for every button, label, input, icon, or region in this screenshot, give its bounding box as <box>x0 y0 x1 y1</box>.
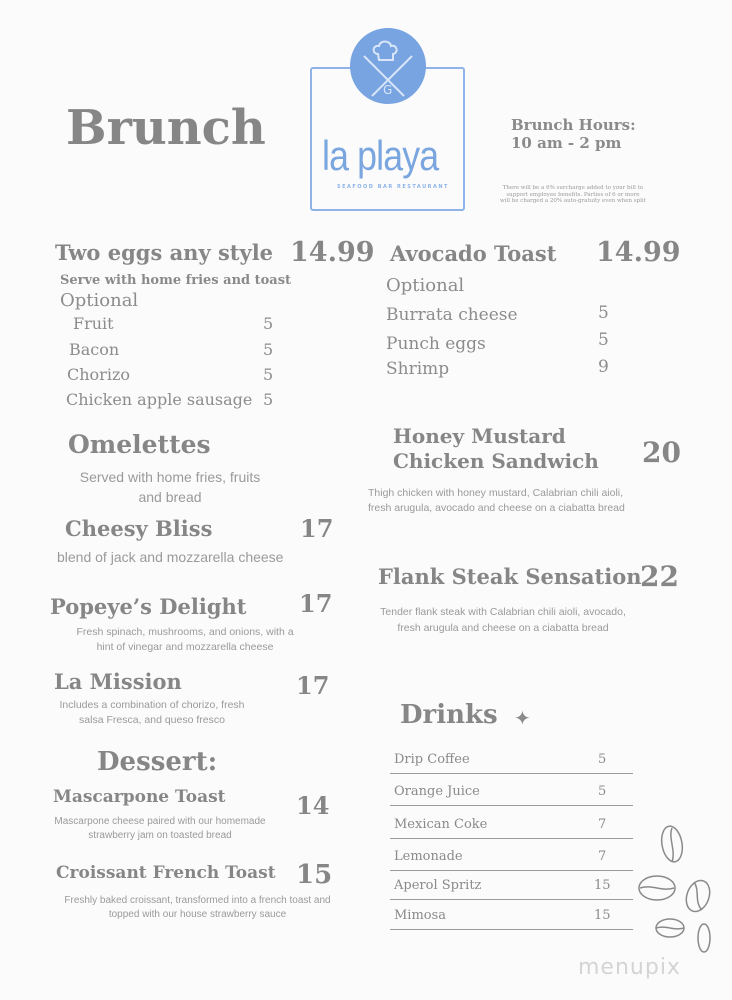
addon-name: Fruit <box>73 314 114 333</box>
item-desc: Includes a combination of chorizo, fresh salsa Fresca, and queso fresco <box>59 699 245 726</box>
item-name: Popeye’s Delight <box>50 594 247 619</box>
section-desc: Served with home fries, fruits and bread <box>79 469 261 505</box>
hours-time: 10 am - 2 pm <box>511 134 622 152</box>
item-price: 15 <box>296 860 333 890</box>
drink-price: 7 <box>598 849 607 864</box>
addon-name: Bacon <box>69 340 120 359</box>
addon-name: Chorizo <box>67 365 131 384</box>
optional-label: Optional <box>60 290 139 311</box>
watermark: menupix <box>578 955 681 980</box>
item-price: 14.99 <box>290 237 375 268</box>
item-name: Croissant French Toast <box>56 863 276 883</box>
addon-price: 5 <box>263 365 274 384</box>
addon-name: Burrata cheese <box>386 305 518 325</box>
item-price: 14 <box>296 791 330 820</box>
item-name: Cheesy Bliss <box>65 516 213 541</box>
item-name: Honey Mustard Chicken Sandwich <box>393 424 599 473</box>
item-desc: Fresh spinach, mushrooms, and onions, with a hint of vinegar and mozzarella cheese <box>76 626 294 653</box>
section-title-omelettes: Omelettes <box>68 430 211 459</box>
item-desc: Serve with home fries and toast <box>60 273 292 288</box>
drink-row <box>390 901 633 930</box>
drink-name: Mexican Coke <box>394 817 488 832</box>
section-title-dessert: Dessert: <box>97 747 218 777</box>
addon-price: 5 <box>263 314 274 333</box>
drink-name: Orange Juice <box>394 784 480 799</box>
drink-row <box>390 842 633 871</box>
brunch-hours <box>511 116 636 152</box>
page-title: Brunch <box>66 100 266 156</box>
addon-price: 5 <box>598 303 609 323</box>
addon-price: 5 <box>263 340 274 359</box>
item-price: 17 <box>296 671 330 700</box>
addon-name: Chicken apple sausage <box>66 390 253 409</box>
addon-name: Punch eggs <box>386 334 486 354</box>
drink-price: 5 <box>598 752 607 767</box>
addon-price: 9 <box>598 357 609 377</box>
item-name: Avocado Toast <box>390 241 557 266</box>
coffee-beans-icon <box>630 820 720 960</box>
surcharge-notice: There will be a 6% surcharge added to your bill to support employee benefits. Parties of 6 or more will be charged a 20% auto-gratuity even when split <box>500 185 646 204</box>
drink-name: Lemonade <box>394 849 463 864</box>
item-price: 20 <box>642 436 681 469</box>
item-desc: Freshly baked croissant, transformed into a french toast and topped with our house strawberry sauce <box>64 895 331 920</box>
sparkle-icon: ✦ <box>514 706 531 730</box>
drink-price: 5 <box>598 784 607 799</box>
item-desc: Mascarpone cheese paired with our homemade strawberry jam on toasted bread <box>54 816 266 841</box>
item-price: 22 <box>640 560 679 593</box>
chef-hat-icon <box>350 28 426 104</box>
item-name: Mascarpone Toast <box>53 787 226 807</box>
item-price: 17 <box>299 589 333 618</box>
addon-price: 5 <box>263 390 274 409</box>
optional-label: Optional <box>386 275 465 296</box>
addon-name: Shrimp <box>386 359 450 379</box>
drink-name: Mimosa <box>394 908 447 923</box>
item-price: 14.99 <box>596 237 681 268</box>
item-desc: blend of jack and mozzarella cheese <box>57 549 284 565</box>
drink-row <box>390 871 633 900</box>
drink-row <box>390 810 633 839</box>
item-name: La Mission <box>54 669 182 694</box>
drink-name: Drip Coffee <box>394 752 470 767</box>
section-title-drinks: Drinks <box>400 700 498 730</box>
drink-row <box>390 777 633 806</box>
drink-name: Aperol Spritz <box>394 878 482 893</box>
hours-label: Brunch Hours: <box>511 116 636 134</box>
item-price: 17 <box>300 514 334 543</box>
item-name: Flank Steak Sensation <box>378 564 642 589</box>
drink-price: 7 <box>598 817 607 832</box>
item-desc: Thigh chicken with honey mustard, Calabrian chili aioli, fresh arugula, avocado and cheese on a ciabatta bread <box>368 487 625 514</box>
drink-row <box>390 745 633 774</box>
item-desc: Tender flank steak with Calabrian chili aioli, avocado, fresh arugula and cheese on a ciabatta bread <box>380 606 626 634</box>
drink-price: 15 <box>594 908 611 923</box>
svg-text:G: G <box>383 83 393 97</box>
addon-price: 5 <box>598 330 609 350</box>
drink-price: 15 <box>594 878 611 893</box>
logo: G la playa SEAFOOD BAR RESTAURANT <box>310 20 465 210</box>
item-name: Two eggs any style <box>55 240 274 265</box>
